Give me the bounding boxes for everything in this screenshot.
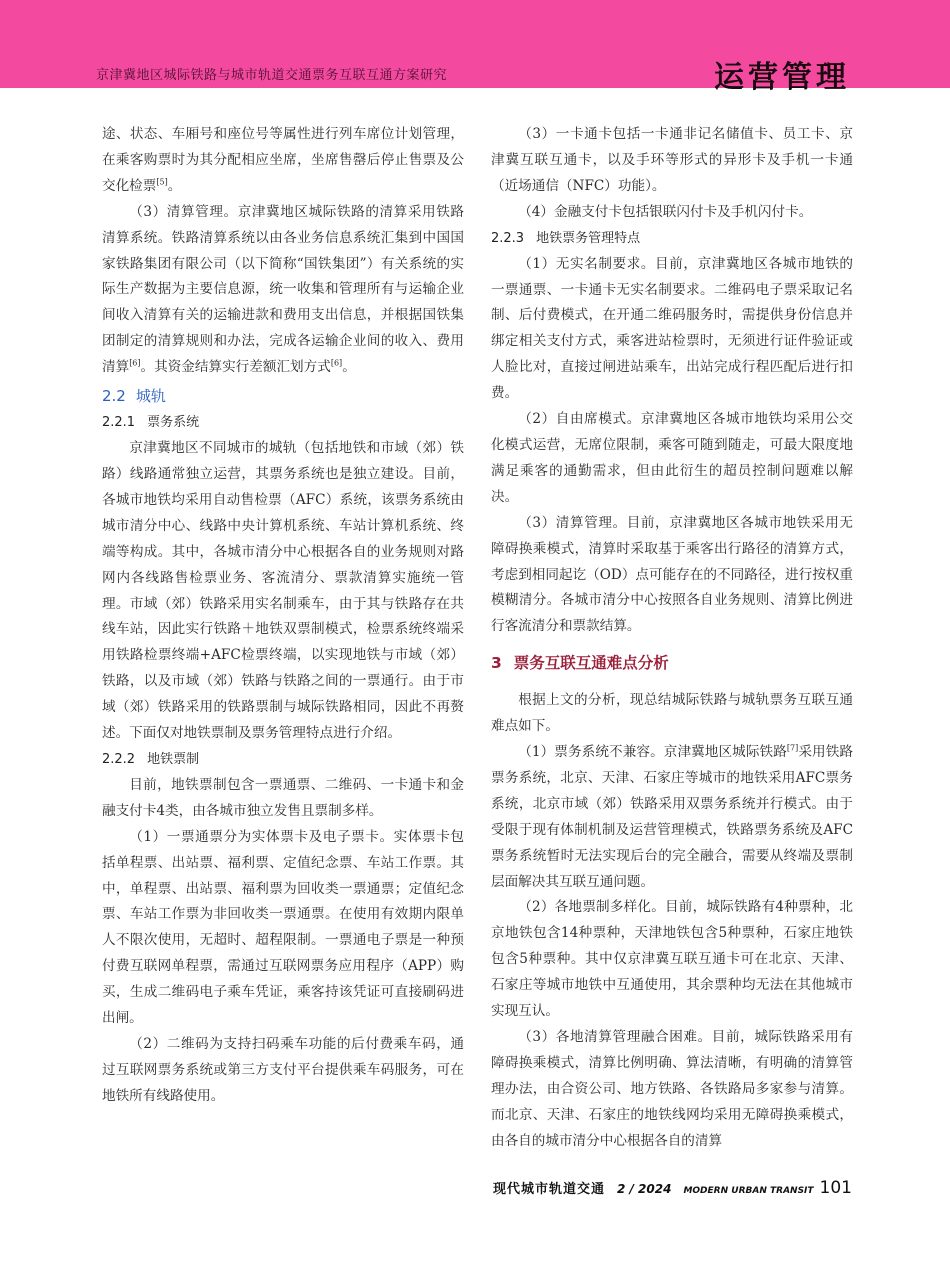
page-footer: [493, 1178, 852, 1198]
page-number: 101: [819, 1178, 852, 1198]
paragraph: 根据上文的分析，现总结城际铁路与城轨票务互联互通难点如下。: [491, 692, 853, 735]
issue-number: 2 / 2024: [616, 1182, 672, 1196]
paragraph: （3）一卡通卡包括一卡通非记名储值卡、员工卡、京津冀互联互通卡，以及手环等形式的异形卡及手机一卡通（近场通信（NFC）功能）。: [491, 126, 853, 194]
left-column: [102, 122, 464, 1110]
paragraph: （3）清算管理。京津冀地区城际铁路的清算采用铁路清算系统。铁路清算系统以由各业务信息系统汇集到中国国家铁路集团有限公司（以下简称“国铁集团”）有关系统的实际生产数据为主要信息源，统一收集和管理所有与运输企业间收入清算有关的运输进款和费用支出信息，并根据国铁集团制定的清算规则和办法，完成各运输企业间的收入、费用清算[6]。其资金结算实行差额汇划方式[6]。: [102, 203, 464, 376]
section-heading: 3 票务互联互通难点分析: [491, 654, 669, 673]
paragraph: （1）票务系统不兼容。京津冀地区城际铁路[7]采用铁路票务系统，北京、天津、石家庄等城市的地铁采用AFC票务系统，北京市域（郊）铁路采用双票务系统并行模式。由于受限于现有体制机制及运营管理模式，铁路票务系统及AFC票务系统暂时无法实现后台的完全融合，需要从终端及票制层面解决其互联互通问题。: [491, 743, 853, 890]
citation-ref: [6]: [330, 358, 343, 368]
paragraph: （1）无实名制要求。目前，京津冀地区各城市地铁的一票通票、一卡通卡无实名制要求。二维码电子票采取记名制、后付费模式，在开通二维码服务时，需提供身份信息并绑定相关支付方式，乘客进站检票时，无须进行证件验证或人脸比对，直接过闸进站乘车，出站完成行程匹配后进行扣费。: [491, 255, 853, 402]
paragraph: 途、状态、车厢号和座位号等属性进行列车席位计划管理，在乘客购票时为其分配相应坐席，坐席售罄后停止售票及公交化检票[5]。: [102, 126, 464, 194]
paragraph: （2）各地票制多样化。目前，城际铁路有4种票种，北京地铁包含14种票种，天津地铁包含5种票种，石家庄地铁包含5种票种。其中仅京津冀互联互通卡可在北京、天津、石家庄等城市地铁中互通使用，其余票种均无法在其他城市实现互认。: [491, 899, 853, 1020]
section-name: 运营管理: [714, 60, 850, 95]
subsection-heading: 2.2.2 地铁票制: [102, 751, 200, 767]
journal-name: 现代城市轨道交通: [492, 1182, 605, 1197]
paragraph: （2）自由席模式。京津冀地区各城市地铁均采用公交化模式运营，无席位限制，乘客可随到随走，可最大限度地满足乘客的通勤需求，但由此衍生的超员控制问题难以解决。: [491, 411, 853, 505]
paragraph: 京津冀地区不同城市的城轨（包括地铁和市域（郊）铁路）线路通常独立运营，其票务系统也是独立建设。目前，各城市地铁均采用自动售检票（AFC）系统，该票务系统由城市清分中心、线路中央计算机系统、车站计算机系统、终端等构成。其中，各城市清分中心根据各自的业务规则对路网内各线路售检票业务、客流清分、票款清算实施统一管理。市域（郊）铁路采用实名制乘车，由于其与铁路存在共线车站，因此实行铁路＋地铁双票制模式，检票系统终端采用铁路检票终端+AFC检票终端，以实现地铁与市域（郊）铁路，以及市域（郊）铁路与铁路之间的一票通行。由于市域（郊）铁路采用的铁路票制与城际铁路相同，因此不再赘述。下面仅对地铁票制及票务管理特点进行介绍。: [102, 440, 464, 742]
paragraph: （4）金融支付卡包括银联闪付卡及手机闪付卡。: [518, 203, 813, 220]
paragraph: （1）一票通票分为实体票卡及电子票卡。实体票卡包括单程票、出站票、福利票、定值纪念票、车站工作票。其中，单程票、出站票、福利票为回收类一票通票；定值纪念票、车站工作票为非回收类一票通票。在使用有效期内限单人不限次使用，无超时、超程限制。一票通电子票是一种预付费互联网单程票，需通过互联网票务应用程序（APP）购买，生成二维码电子乘车凭证，乘客持该凭证可直接刷码进出闸。: [102, 828, 464, 1027]
paragraph: 目前，地铁票制包含一票通票、二维码、一卡通卡和金融支付卡4类，由各城市独立发售且票制多样。: [102, 776, 464, 819]
citation-ref: [5]: [156, 177, 168, 187]
section-heading: 2.2 城轨: [102, 387, 166, 406]
citation-ref: [6]: [129, 358, 141, 368]
subsection-heading: 2.2.3 地铁票务管理特点: [491, 230, 641, 246]
running-title: 京津冀地区城际铁路与城市轨道交通票务互联互通方案研究: [96, 68, 448, 83]
paragraph: （2）二维码为支持扫码乘车功能的后付费乘车码，通过互联网票务系统或第三方支付平台提供乘车码服务，可在地铁所有线路使用。: [102, 1036, 464, 1104]
journal-name-en: MODERN URBAN TRANSIT: [683, 1186, 814, 1196]
paragraph: （3）各地清算管理融合困难。目前，城际铁路采用有障碍换乘模式，清算比例明确、算法清晰，有明确的清算管理办法，由合资公司、地方铁路、各铁路局多家参与清算。而北京、天津、石家庄的地铁线网均采用无障碍换乘模式，由各自的城市清分中心根据各自的清算: [491, 1029, 853, 1149]
subsection-heading: 2.2.1 票务系统: [102, 415, 200, 431]
citation-ref: [7]: [786, 743, 799, 753]
paragraph: （3）清算管理。目前，京津冀地区各城市地铁采用无障碍换乘模式，清算时采取基于乘客出行路径的清算方式，考虑到相同起讫（OD）点可能存在的不同路径，进行按权重模糊清分。各城市清分中心按照各自业务规则、清算比例进行客流清分和票款结算。: [491, 514, 853, 635]
right-column: [491, 122, 853, 1155]
